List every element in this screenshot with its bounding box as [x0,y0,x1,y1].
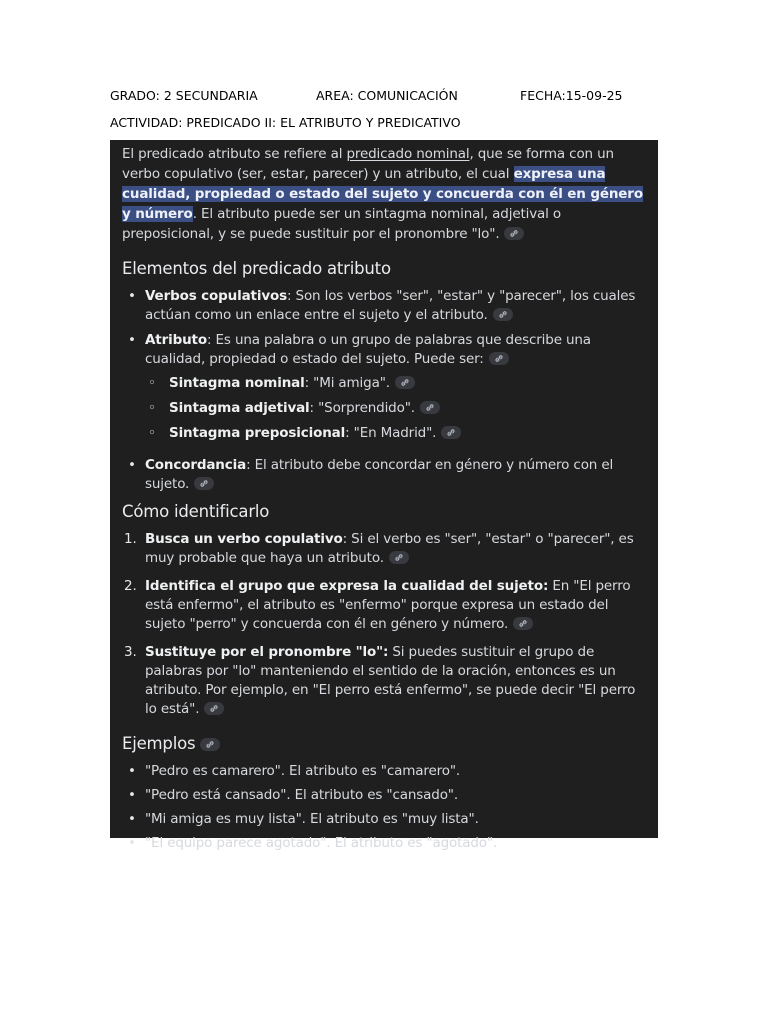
item-bold: Sintagma nominal [169,375,305,391]
intro-text-2: , que se forma con un verbo copulativo (ser, estar, parecer) y un atributo, el cual [122,146,614,182]
elementos-list [122,287,648,369]
link-icon[interactable] [389,551,409,564]
item-number: 1. [124,531,137,547]
atributo-sublist [122,374,648,443]
item-bold: Sintagma adjetival [169,400,310,416]
elementos-heading: Elementos del predicado atributo [122,259,391,278]
link-icon[interactable] [493,308,513,321]
item-bold: Verbos copulativos [145,288,287,304]
identificar-list [122,530,648,719]
item-text: : Son los verbos "ser", "estar" y "parecer", los cuales actúan como un enlace entre el sujeto y el atributo. [145,288,636,323]
item-bold: Busca un verbo copulativo [145,531,343,547]
list-item [122,456,648,494]
predicado-nominal-link[interactable]: predicado nominal [346,146,470,162]
item-bold: Identifica el grupo que expresa la cualidad del sujeto: [145,578,549,594]
item-text: : Es una palabra o un grupo de palabras que describe una cualidad, propiedad o estado del sujeto. Puede ser: [145,332,591,367]
item-bold: Concordancia [145,457,247,473]
link-icon[interactable] [395,376,415,389]
intro-text-3: . El atributo puede ser un sintagma nominal, adjetival o preposicional, y se puede sustituir por el pronombre "lo". [122,206,562,242]
highlighted-text: expresa una cualidad, propiedad o estado del sujeto y concuerda con él en género y número [122,166,643,222]
concordancia-list [122,456,648,494]
list-item: • "El equipo parece agotado". El atributo es "agotado". [122,834,648,853]
list-item: • "Mi amiga es muy lista". El atributo es "muy lista". [122,810,648,829]
list-item [122,287,648,325]
grado-label: GRADO: 2 SECUNDARIA [110,88,258,103]
list-item [122,331,648,369]
item-text: : El atributo debe concordar en género y número con el sujeto. [145,457,614,492]
fecha-label: FECHA:15-09-25 [520,88,623,103]
list-item [122,530,648,568]
list-item [122,374,648,393]
item-text: : "En Madrid". [345,425,437,441]
item-bold: Sintagma preposicional [169,425,346,441]
item-text: Si puedes sustituir el grupo de palabras por "lo" manteniendo el sentido de la oración, entonces es un atributo. Por ejemplo, en "El perro está enfermo", se puede decir "El perro lo está". [145,644,636,717]
link-icon[interactable] [513,617,533,630]
link-icon[interactable] [200,738,220,751]
list-item: • "Pedro está cansado". El atributo es "cansado". [122,786,648,805]
link-icon[interactable] [504,227,524,240]
item-text: : "Sorprendido". [309,400,415,416]
link-icon[interactable] [441,426,461,439]
list-item [122,577,648,634]
item-bold: Sustituye por el pronombre "lo": [145,644,389,660]
list-item [122,424,648,443]
item-bold: Atributo [145,332,207,348]
area-label: AREA: COMUNICACIÓN [316,88,458,103]
link-icon[interactable] [204,702,224,715]
ejemplos-heading [122,733,648,755]
ejemplos-title: Ejemplos [122,734,196,753]
item-text: : Si el verbo es "ser", "estar" o "parecer", es muy probable que haya un atributo. [145,531,634,566]
link-icon[interactable] [194,477,214,490]
screenshot-panel [110,140,658,851]
item-text: En "El perro está enfermo", el atributo es "enfermo" porque expresa un estado del sujeto "perro" y concuerda con él en género y número. [145,578,631,632]
item-number: 3. [124,644,137,660]
intro-text-1: El predicado atributo se refiere al [122,146,347,162]
list-item: • "Pedro es camarero". El atributo es "camarero". [122,762,648,781]
link-icon[interactable] [420,401,440,414]
list-item [122,399,648,418]
list-item [122,643,648,719]
item-text: : "Mi amiga". [304,375,390,391]
actividad-label: ACTIVIDAD: PREDICADO II: EL ATRIBUTO Y PREDICATIVO [110,115,461,130]
link-icon[interactable] [489,352,509,365]
item-number: 2. [124,578,137,594]
ejemplos-list [122,762,648,853]
identificar-heading: Cómo identificarlo [122,502,270,521]
intro-paragraph [122,144,648,244]
